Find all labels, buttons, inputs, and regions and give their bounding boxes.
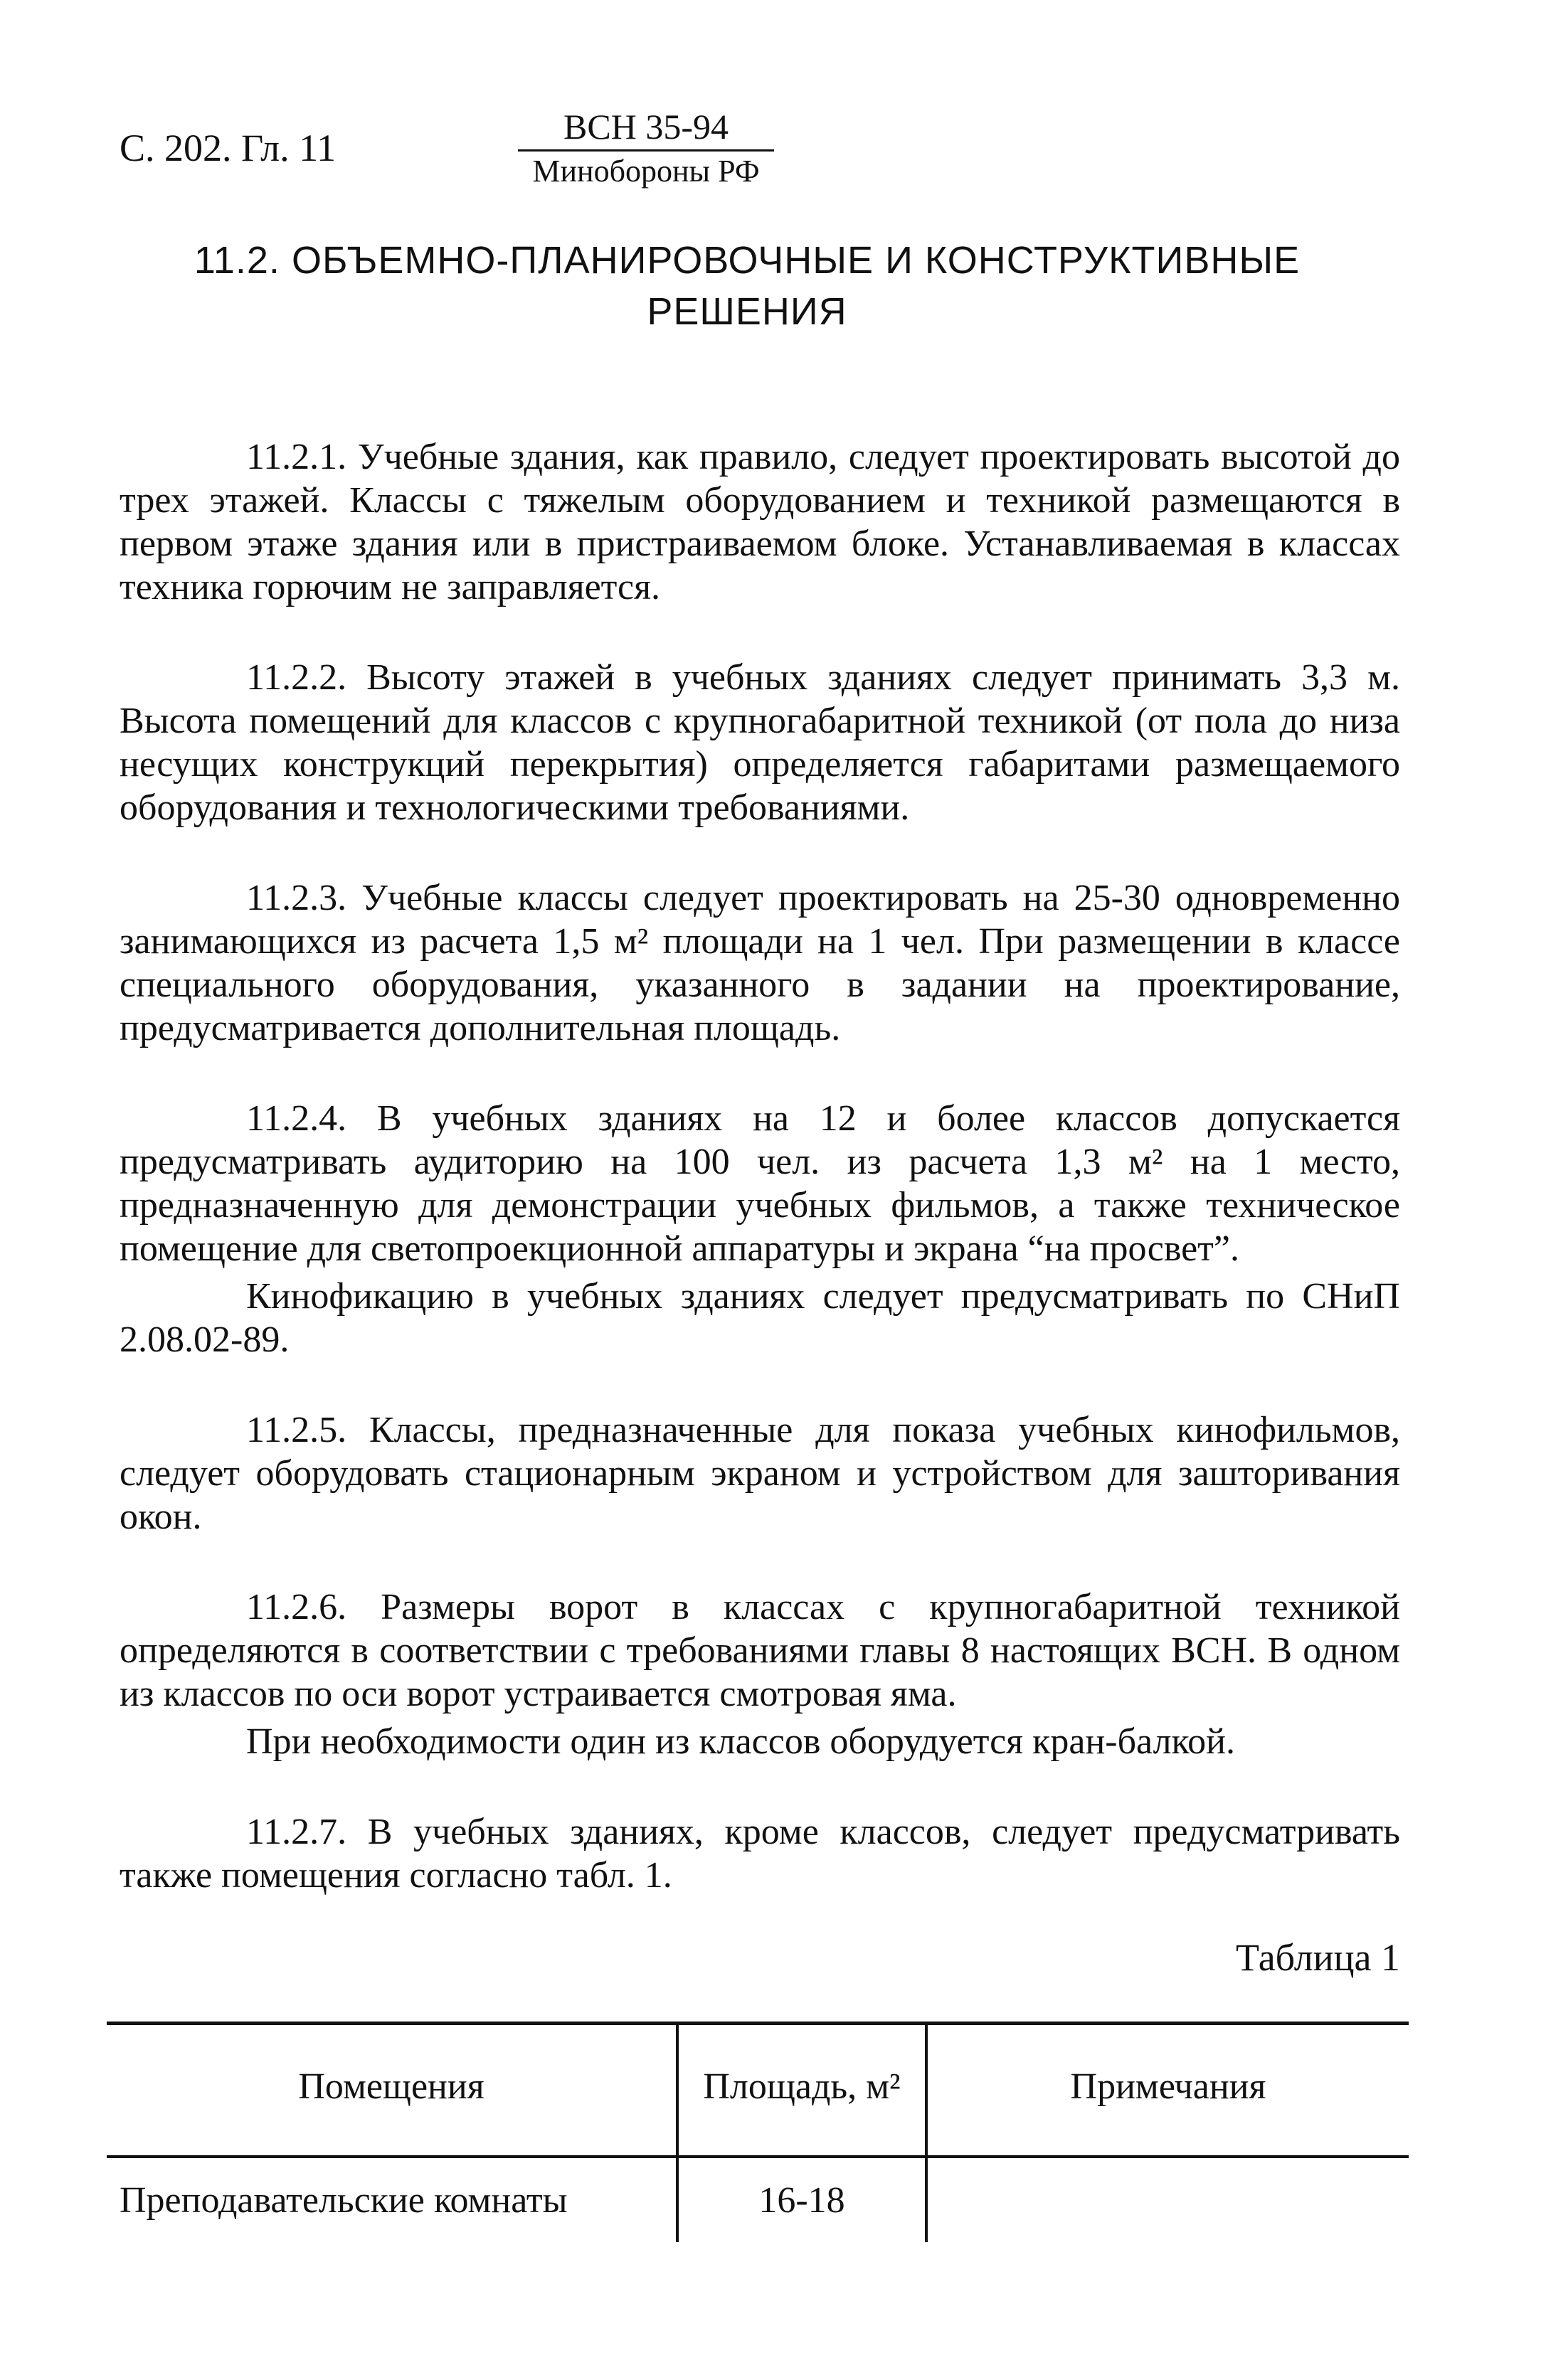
- paragraph-11-2-5: 11.2.5. Классы, предназначенные для показа учебных кинофильмов, следует оборудовать стационарным экраном и устройством для зашторивания окон.: [120, 1410, 1400, 1537]
- table-header-rooms: Помещения: [298, 2066, 484, 2107]
- paragraph-cinema-note: Кинофикацию в учебных зданиях следует предусматривать по СНиП 2.08.02-89.: [120, 1276, 1400, 1360]
- section-title-line-2: РЕШЕНИЯ: [647, 290, 847, 333]
- document-code: ВСН 35-94: [563, 107, 729, 147]
- paragraph-11-2-3: 11.2.3. Учебные классы следует проектировать на 25-30 одновременно занимающихся из расчета 1,5 м² площади на 1 чел. При размещении в классе специального оборудования, указанного в задании на проектирование, предусматривается дополнительная площадь.: [120, 878, 1400, 1048]
- body-text: [120, 435, 1400, 1944]
- table-column-divider: [925, 2022, 928, 2242]
- table-cell-room: Преподавательские комнаты: [120, 2180, 568, 2221]
- running-header: [120, 107, 760, 188]
- paragraph-crane-note: При необходимости один из классов оборудуется кран-балкой.: [246, 1721, 1235, 1762]
- paragraph-11-2-2: 11.2.2. Высоту этажей в учебных зданиях следует принимать 3,3 м. Высота помещений для классов с крупногабаритной техникой (от пола до низа несущих конструкций перекрытия) определяется габаритами размещаемого оборудования и технологическими требованиями.: [120, 657, 1400, 828]
- table-cell-area: 16-18: [758, 2180, 845, 2221]
- paragraph-11-2-7: 11.2.7. В учебных зданиях, кроме классов, следует предусматривать также помещения согласно табл. 1.: [120, 1812, 1400, 1896]
- paragraph-11-2-4: 11.2.4. В учебных зданиях на 12 и более классов допускается предусматривать аудиторию на 100 чел. из расчета 1,3 м² на 1 место, предназначенную для демонстрации учебных фильмов, а также техническое помещение для светопроекционной аппаратуры и экрана “на просвет”.: [120, 1098, 1400, 1269]
- section-title: [142, 235, 1352, 337]
- table-top-rule: [107, 2022, 1409, 2025]
- page-reference: С. 202. Гл. 11: [120, 127, 337, 169]
- paragraph-11-2-1: 11.2.1. Учебные здания, как правило, следует проектировать высотой до трех этажей. Классы с тяжелым оборудованием и техникой размещаются в первом этаже здания или в пристраиваемом блоке. Устанавливаемая в классах техника горючим не заправляется.: [120, 437, 1400, 607]
- table-caption: Таблица 1: [1236, 1936, 1400, 1979]
- section-title-line-1: 11.2. ОБЪЕМНО-ПЛАНИРОВОЧНЫЕ И КОНСТРУКТИВНЫЕ: [194, 239, 1301, 282]
- table-header-area: Площадь, м²: [703, 2066, 901, 2107]
- paragraph-11-2-6: 11.2.6. Размеры ворот в классах с крупногабаритной техникой определяются в соответствии с требованиями главы 8 настоящих ВСН. В одном из классов по оси ворот устраивается смотровая яма.: [120, 1587, 1400, 1714]
- document-code-block: [504, 107, 788, 190]
- table-header-rule: [107, 2155, 1409, 2158]
- document-owner: Минобороны РФ: [532, 154, 760, 188]
- rooms-table: [107, 2022, 1409, 2256]
- table-header-notes: Примечания: [1070, 2066, 1266, 2107]
